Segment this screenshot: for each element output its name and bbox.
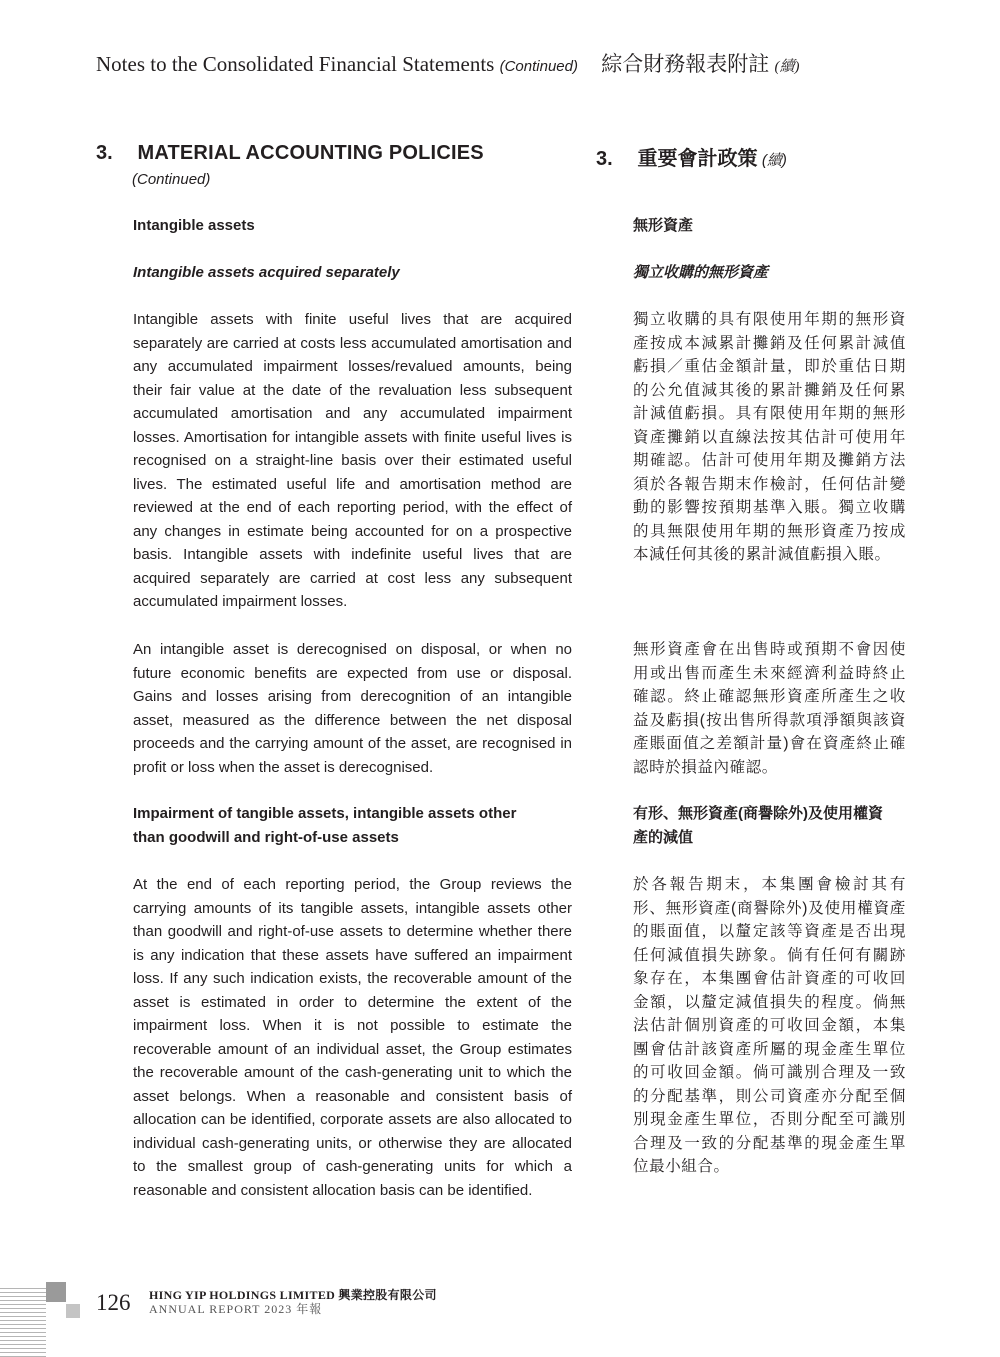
impairment-heading-en-line-2: than goodwill and right-of-use assets bbox=[133, 828, 399, 846]
section-continued-zh: (續) bbox=[761, 152, 787, 169]
header-continued-zh: (續) bbox=[774, 59, 800, 75]
acquired-separately-heading-en: Intangible assets acquired separately bbox=[133, 264, 400, 281]
intangible-paragraph-1-zh: 獨立收購的具有限使用年期的無形資產按成本減累計攤銷及任何累計減值虧損／重估金額計量，即於重估日期的公允值減其後的累計攤銷及任何累計減值虧損。具有限使用年期的無形資產攤銷以直線法按其估計可使用年期確認。估計可使用年期及攤銷方法須於各報告期末作檢討，任何估計變動的影響按預期基準入賬。獨立收購的具無限使用年期的無形資產乃按成本減任何其後的累計減值虧損入賬。 bbox=[633, 311, 906, 563]
section-title-en: MATERIAL ACCOUNTING POLICIES bbox=[137, 142, 484, 164]
intangible-paragraph-1-en: Intangible assets with finite useful lives that are acquired separately are carried at costs less accumulated amortisation and any accumulated impairment losses/revalued amounts, being their fair value at the date of the revaluation less subsequent accumulated amortisation and any accumulated impairment losses. Amortisation for intangible assets with finite useful lives is recognised on a straight-line basis over their estimated useful lives. The estimated useful life and amortisation method are reviewed at the end of each reporting period, with the effect of any changes in estimate being accounted for on a prospective basis. Intangible assets with indefinite useful lives that are acquired separately are carried at cost less any subsequent accumulated impairment losses. bbox=[133, 311, 572, 610]
impairment-paragraph-en: At the end of each reporting period, the Group reviews the carrying amounts of its tangible assets, intangible assets other than goodwill and right-of-use assets to determine whether there is any indication that these assets have suffered an impairment loss. If any such indication exists, the recoverable amount of the asset is estimated in order to determine the extent of the impairment loss. When it is not possible to estimate the recoverable amount of an individual asset, the Group estimates the recoverable amount of the cash-generating unit to which the asset belongs. When a reasonable and consistent basis of allocation can be identified, corporate assets are also allocated to individual cash-generating units, or otherwise they are allocated to the smallest group of cash-generating units for which a reasonable and consistent allocation basis can be identified. bbox=[133, 876, 572, 1199]
footer-stripes-decoration bbox=[0, 1288, 46, 1357]
impairment-heading-zh-line-2: 產的減值 bbox=[633, 828, 694, 846]
header-title-en: Notes to the Consolidated Financial Statements bbox=[96, 52, 495, 76]
intangible-heading-en: Intangible assets bbox=[133, 217, 255, 234]
intangible-paragraph-2-en: An intangible asset is derecognised on disposal, or when no future economic benefits are expected from use or disposal. Gains and losses arising from derecognition of an intangible asset, measured as the difference between the net disposal proceeds and the carrying amount of the asset, are recognised in profit or loss when the asset is derecognised. bbox=[133, 641, 572, 776]
impairment-heading-en-line-1: Impairment of tangible assets, intangible assets other bbox=[133, 805, 517, 822]
section-heading-zh bbox=[596, 142, 906, 171]
section-continued-en: (Continued) bbox=[132, 171, 211, 188]
page-footer bbox=[0, 1270, 1000, 1357]
impairment-heading-en bbox=[133, 802, 572, 849]
header-title-zh: 綜合財務報表附註 bbox=[601, 52, 770, 76]
impairment-heading-zh bbox=[633, 802, 906, 849]
annual-report-label: ANNUAL REPORT 2023 年報 bbox=[149, 1302, 323, 1316]
intangible-paragraph-2-zh: 無形資產會在出售時或預期不會因使用或出售而產生未來經濟利益時終止確認。終止確認無形資產所產生之收益及虧損(按出售所得款項淨額與該資產賬面值之差額計量)會在資產終止確認時於損益內確認。 bbox=[633, 641, 906, 776]
intangible-heading-zh: 無形資產 bbox=[633, 217, 694, 234]
company-name: HING YIP HOLDINGS LIMITED 興業控股有限公司 bbox=[149, 1288, 437, 1302]
footer-square-dark-decoration bbox=[46, 1282, 66, 1302]
header-continued-en: (Continued) bbox=[499, 58, 578, 75]
section-number-en: 3. bbox=[96, 142, 113, 164]
section-title-zh: 重要會計政策 bbox=[637, 148, 758, 170]
impairment-paragraph-zh: 於各報告期末，本集團會檢討其有形、無形資產(商譽除外)及使用權資產的賬面值，以釐定該等資產是否出現任何減值損失跡象。倘有任何有關跡象存在，本集團會估計資產的可收回金額，以釐定減值損失的程度。倘無法估計個別資產的可收回金額，本集團會估計該資產所屬的現金產生單位的可收回金額。倘可識別合理及一致的分配基準，則公司資產亦分配至個別現金產生單位，否則分配至可識別合理及一致的分配基準的現金產生單位最小組合。 bbox=[633, 876, 906, 1175]
footer-square-light-decoration bbox=[66, 1304, 80, 1318]
acquired-separately-heading-zh: 獨立收購的無形資產 bbox=[633, 264, 769, 281]
page-number: 126 bbox=[96, 1290, 131, 1315]
running-header bbox=[96, 48, 920, 78]
section-heading-en bbox=[96, 142, 572, 165]
section-number-zh: 3. bbox=[596, 148, 613, 170]
impairment-heading-zh-line-1: 有形、無形資產(商譽除外)及使用權資 bbox=[633, 805, 883, 822]
